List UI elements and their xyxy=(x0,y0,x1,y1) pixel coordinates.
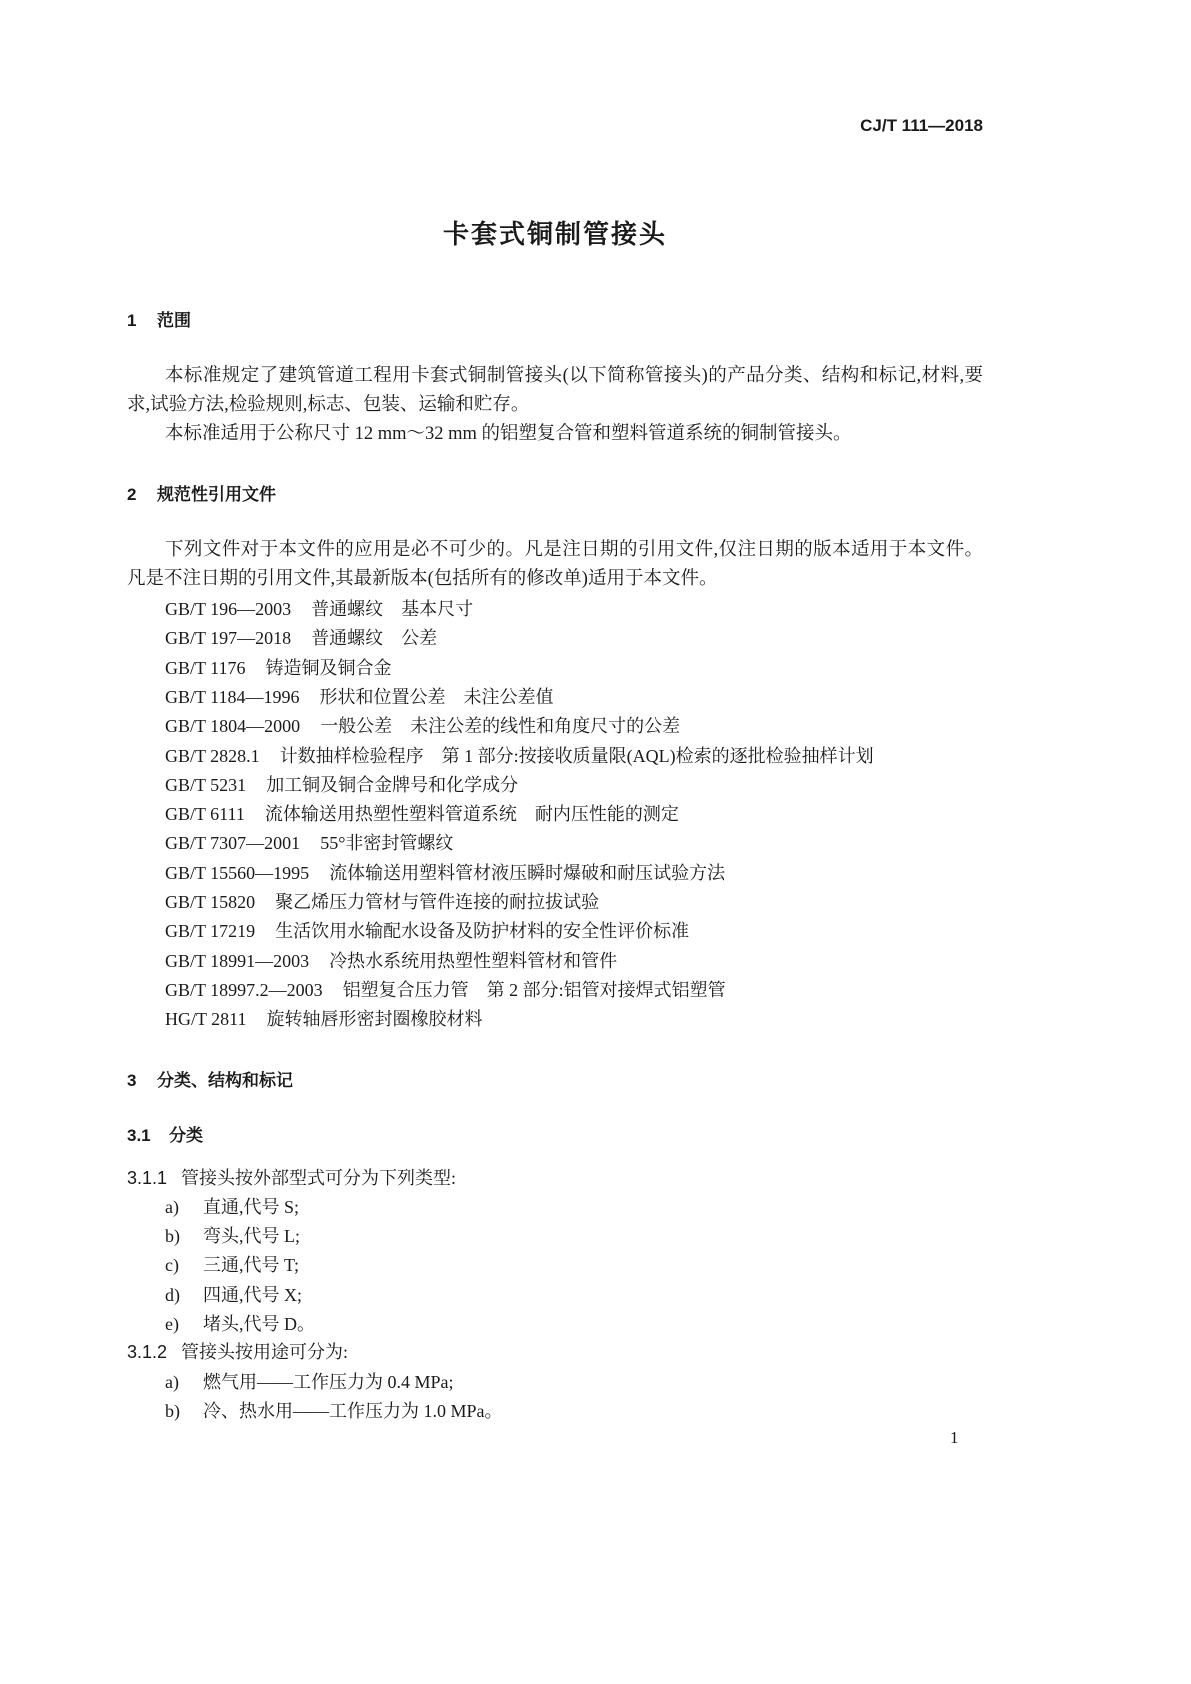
list-marker: d) xyxy=(165,1284,180,1305)
reference-title: 冷热水系统用热塑性塑料管材和管件 xyxy=(329,950,618,971)
list-text: 四通,代号 X; xyxy=(203,1284,302,1305)
reference-item xyxy=(165,1005,483,1031)
reference-code: GB/T 197—2018 xyxy=(165,628,292,649)
reference-item xyxy=(165,859,725,885)
clause-number: 3.1.2 xyxy=(127,1342,168,1362)
reference-item xyxy=(165,917,689,943)
reference-code: GB/T 5231 xyxy=(165,774,247,795)
clause-number: 3.1.1 xyxy=(127,1168,168,1188)
reference-item xyxy=(165,829,453,855)
section-3-1-heading xyxy=(127,1121,203,1146)
reference-item xyxy=(165,771,518,797)
reference-code: GB/T 1184—1996 xyxy=(165,686,300,707)
reference-title: 旋转轴唇形密封圈橡胶材料 xyxy=(266,1009,483,1030)
section-title: 范围 xyxy=(157,311,191,331)
reference-code: GB/T 1804—2000 xyxy=(165,716,301,737)
list-item xyxy=(165,1368,454,1394)
page-number: 1 xyxy=(950,1428,959,1447)
reference-code: GB/T 2828.1 xyxy=(165,745,260,766)
reference-title: 聚乙烯压力管材与管件连接的耐拉拔试验 xyxy=(275,892,600,912)
list-item xyxy=(165,1281,302,1307)
section-title: 分类 xyxy=(169,1126,203,1146)
document-title: 卡套式铜制管接头 xyxy=(442,220,667,250)
list-text: 直通,代号 S; xyxy=(203,1197,300,1217)
list-item xyxy=(165,1222,300,1248)
reference-item xyxy=(165,654,392,680)
reference-item xyxy=(165,683,554,709)
section-number: 2 xyxy=(127,485,137,504)
reference-item xyxy=(165,742,874,768)
clause-text: 管接头按外部型式可分为下列类型: xyxy=(181,1168,457,1188)
list-marker: a) xyxy=(165,1197,179,1217)
reference-title: 一般公差 未注公差的线性和角度尺寸的公差 xyxy=(320,716,681,737)
clause-3-1-2 xyxy=(127,1338,348,1364)
reference-title: 加工铜及铜合金牌号和化学成分 xyxy=(266,774,519,795)
list-item xyxy=(165,1310,315,1336)
section-2-heading xyxy=(127,480,276,505)
section-number: 3 xyxy=(127,1071,137,1090)
section-number: 3.1 xyxy=(127,1126,151,1145)
reference-item xyxy=(165,624,437,650)
reference-code: GB/T 15820 xyxy=(165,892,256,912)
section-1-heading xyxy=(127,306,191,331)
reference-item xyxy=(165,888,599,914)
reference-code: GB/T 196—2003 xyxy=(165,599,292,619)
list-text: 三通,代号 T; xyxy=(203,1255,300,1276)
clause-3-1-1 xyxy=(127,1164,456,1190)
reference-title: 计数抽样检验程序 第 1 部分:按接收质量限(AQL)检索的逐批检验抽样计划 xyxy=(279,745,874,766)
reference-title: 普通螺纹 公差 xyxy=(311,628,438,649)
reference-title: 流体输送用热塑性塑料管道系统 耐内压性能的测定 xyxy=(264,804,679,825)
list-text: 弯头,代号 L; xyxy=(203,1226,300,1247)
standard-number: CJ/T 111—2018 xyxy=(860,116,983,135)
section-title: 规范性引用文件 xyxy=(157,485,276,505)
list-item xyxy=(165,1251,299,1277)
reference-code: GB/T 15560—1995 xyxy=(165,862,310,883)
clause-text: 管接头按用途可分为: xyxy=(181,1342,349,1362)
reference-item xyxy=(165,712,680,738)
list-marker: e) xyxy=(165,1313,179,1334)
list-item xyxy=(165,1193,299,1219)
reference-item xyxy=(165,947,617,973)
list-text: 燃气用——工作压力为 0.4 MPa; xyxy=(203,1372,454,1392)
reference-code: GB/T 7307—2001 xyxy=(165,833,301,854)
references-intro: 下列文件对于本文件的应用是必不可少的。凡是注日期的引用文件,仅注日期的版本适用于本文件。凡是不注日期的引用文件,其最新版本(包括所有的修改单)适用于本文件。 xyxy=(127,540,983,590)
reference-item xyxy=(165,800,679,826)
reference-title: 流体输送用塑料管材液压瞬时爆破和耐压试验方法 xyxy=(329,862,726,883)
reference-title: 铸造铜及铜合金 xyxy=(265,657,392,678)
list-marker: b) xyxy=(165,1401,180,1422)
reference-code: GB/T 18997.2—2003 xyxy=(165,979,323,1000)
scope-paragraph-1: 本标准规定了建筑管道工程用卡套式铜制管接头(以下简称管接头)的产品分类、结构和标记,材料,要求,试验方法,检验规则,标志、包装、运输和贮存。 xyxy=(127,366,983,416)
reference-code: GB/T 6111 xyxy=(165,804,245,825)
reference-code: HG/T 2811 xyxy=(165,1009,247,1030)
section-3-heading xyxy=(127,1066,293,1091)
reference-title: 生活饮用水输配水设备及防护材料的安全性评价标准 xyxy=(275,921,690,942)
reference-title: 普通螺纹 基本尺寸 xyxy=(311,599,474,619)
reference-code: GB/T 17219 xyxy=(165,921,256,942)
reference-code: GB/T 18991—2003 xyxy=(165,950,310,971)
list-text: 堵头,代号 D。 xyxy=(203,1313,315,1334)
section-title: 分类、结构和标记 xyxy=(157,1071,293,1091)
list-text: 冷、热水用——工作压力为 1.0 MPa。 xyxy=(203,1401,503,1422)
reference-code: GB/T 1176 xyxy=(165,657,246,678)
list-marker: a) xyxy=(165,1372,179,1392)
reference-item xyxy=(165,976,726,1002)
section-number: 1 xyxy=(127,311,137,330)
scope-paragraph-2: 本标准适用于公称尺寸 12 mm～32 mm 的铝塑复合管和塑料管道系统的铜制管接头。 xyxy=(165,424,852,444)
list-marker: c) xyxy=(165,1255,179,1276)
reference-item xyxy=(165,595,473,621)
reference-title: 铝塑复合压力管 第 2 部分:铝管对接焊式铝塑管 xyxy=(342,979,726,1000)
reference-title: 形状和位置公差 未注公差值 xyxy=(319,686,554,707)
list-item xyxy=(165,1397,503,1423)
reference-title: 55°非密封管螺纹 xyxy=(320,833,454,854)
list-marker: b) xyxy=(165,1226,180,1247)
